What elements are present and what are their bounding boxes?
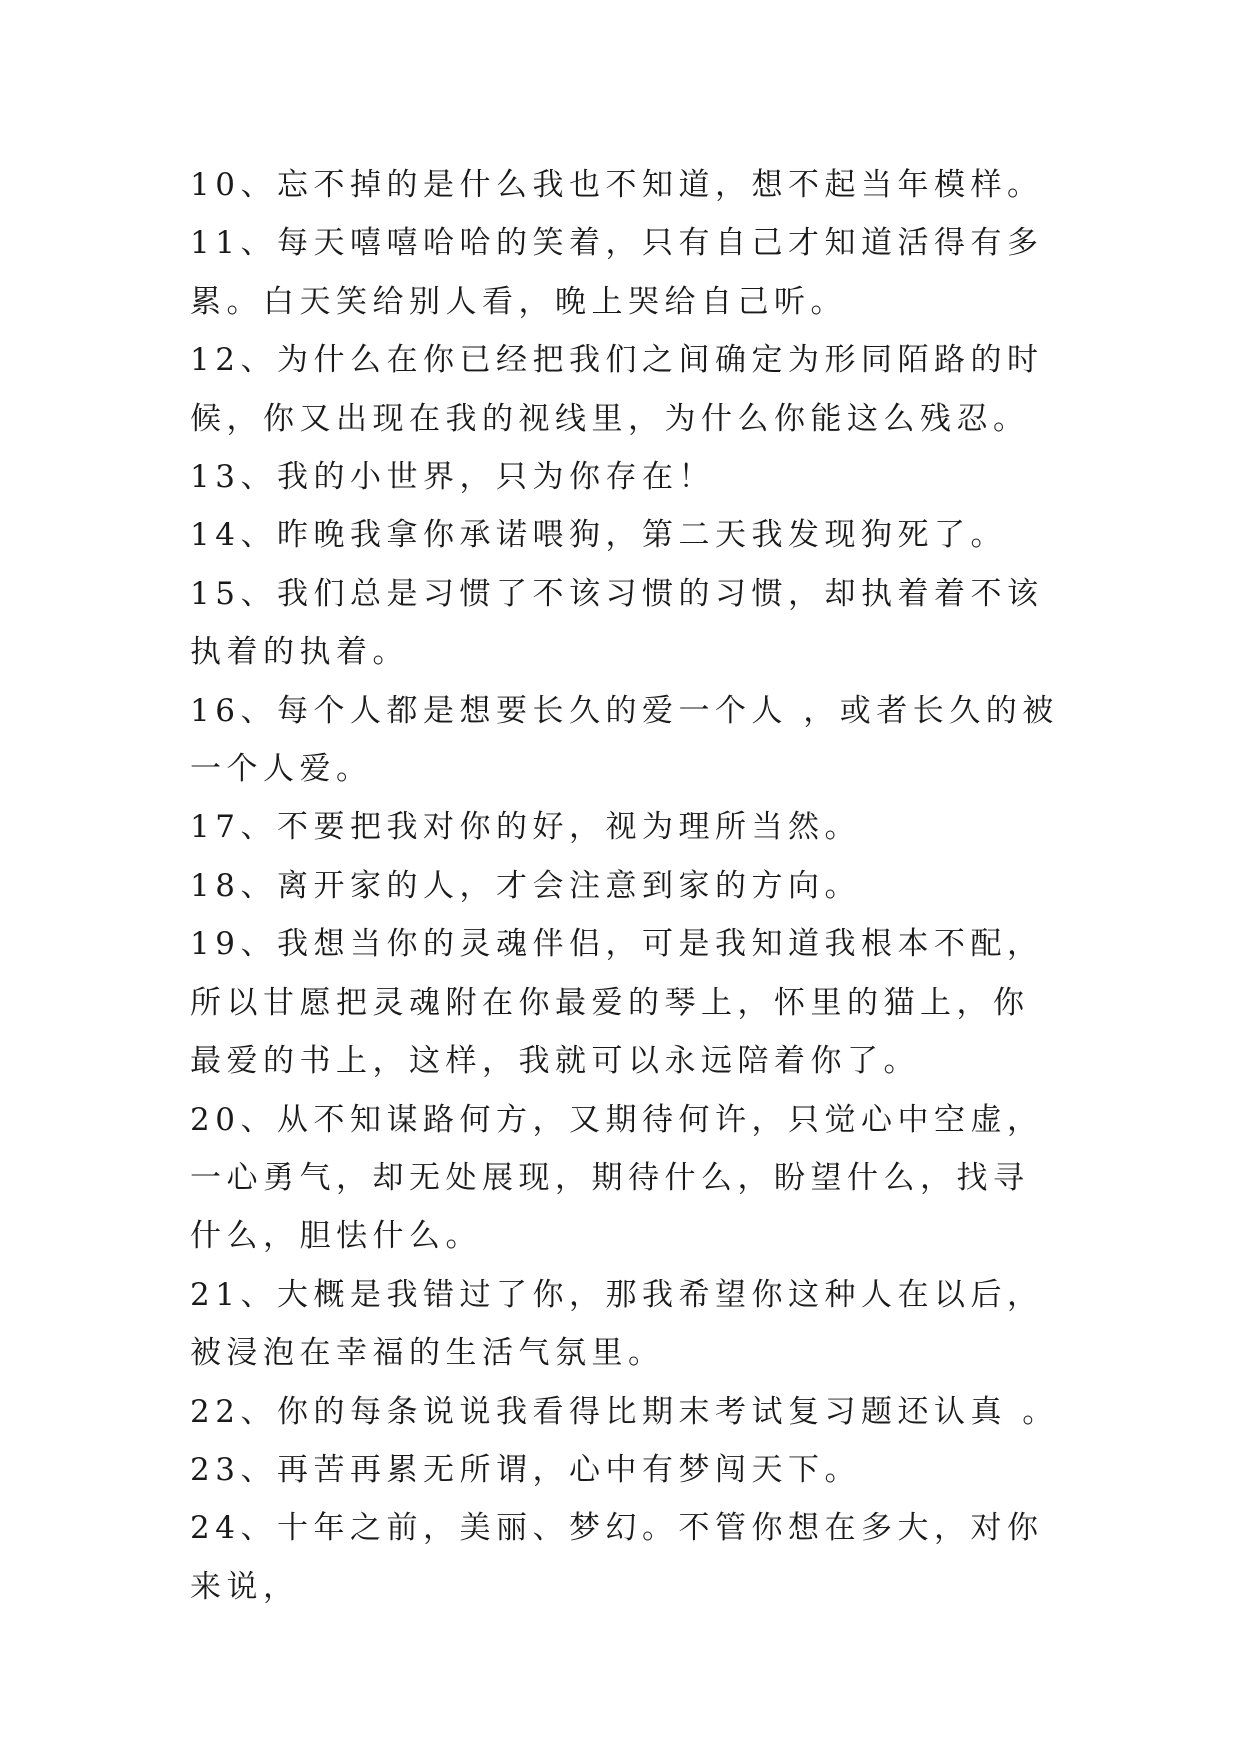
list-item: 18、离开家的人，才会注意到家的方向。 [190,867,861,904]
list-item: 17、不要把我对你的好，视为理所当然。 [190,809,861,846]
list-item: 12、为什么在你已经把我们之间确定为形同陌路的时候，你又出现在我的视线里，为什么你能这么残忍。 [190,342,1044,437]
list-item: 23、再苦再累无所谓，心中有梦闯天下。 [190,1451,861,1488]
document-body [190,156,1060,1616]
list-item: 13、我的小世界，只为你存在！ [190,459,715,496]
list-item: 21、大概是我错过了你，那我希望你这种人在以后，被浸泡在幸福的生活气氛里。 [190,1276,1044,1372]
list-item: 19、我想当你的灵魂伴侣，可是我知道我根本不配，所以甘愿把灵魂附在你最爱的琴上，怀里的猫上，你最爱的书上，这样，我就可以永远陪着你了。 [190,926,1044,1080]
list-item: 16、每个人都是想要长久的爱一个人 ，或者长久的被一个人爱。 [190,692,1059,788]
list-item: 11、每天嘻嘻哈哈的笑着，只有自己才知道活得有多累。白天笑给别人看，晚上哭给自己听。 [190,225,1044,320]
list-item: 14、昨晚我拿你承诺喂狗，第二天我发现狗死了。 [190,517,1007,554]
list-item: 15、我们总是习惯了不该习惯的习惯，却执着着不该执着的执着。 [190,575,1044,671]
list-item: 22、你的每条说说我看得比期末考试复习题还认真 。 [190,1393,1059,1430]
list-item: 20、从不知谋路何方，又期待何许，只觉心中空虚，一心勇气，却无处展现，期待什么，盼望什么，找寻什么，胆怯什么。 [190,1101,1044,1255]
list-item: 24、十年之前，美丽、梦幻。不管你想在多大，对你来说， [190,1510,1044,1605]
list-item: 10、忘不掉的是什么我也不知道，想不起当年模样。 [190,167,1044,203]
